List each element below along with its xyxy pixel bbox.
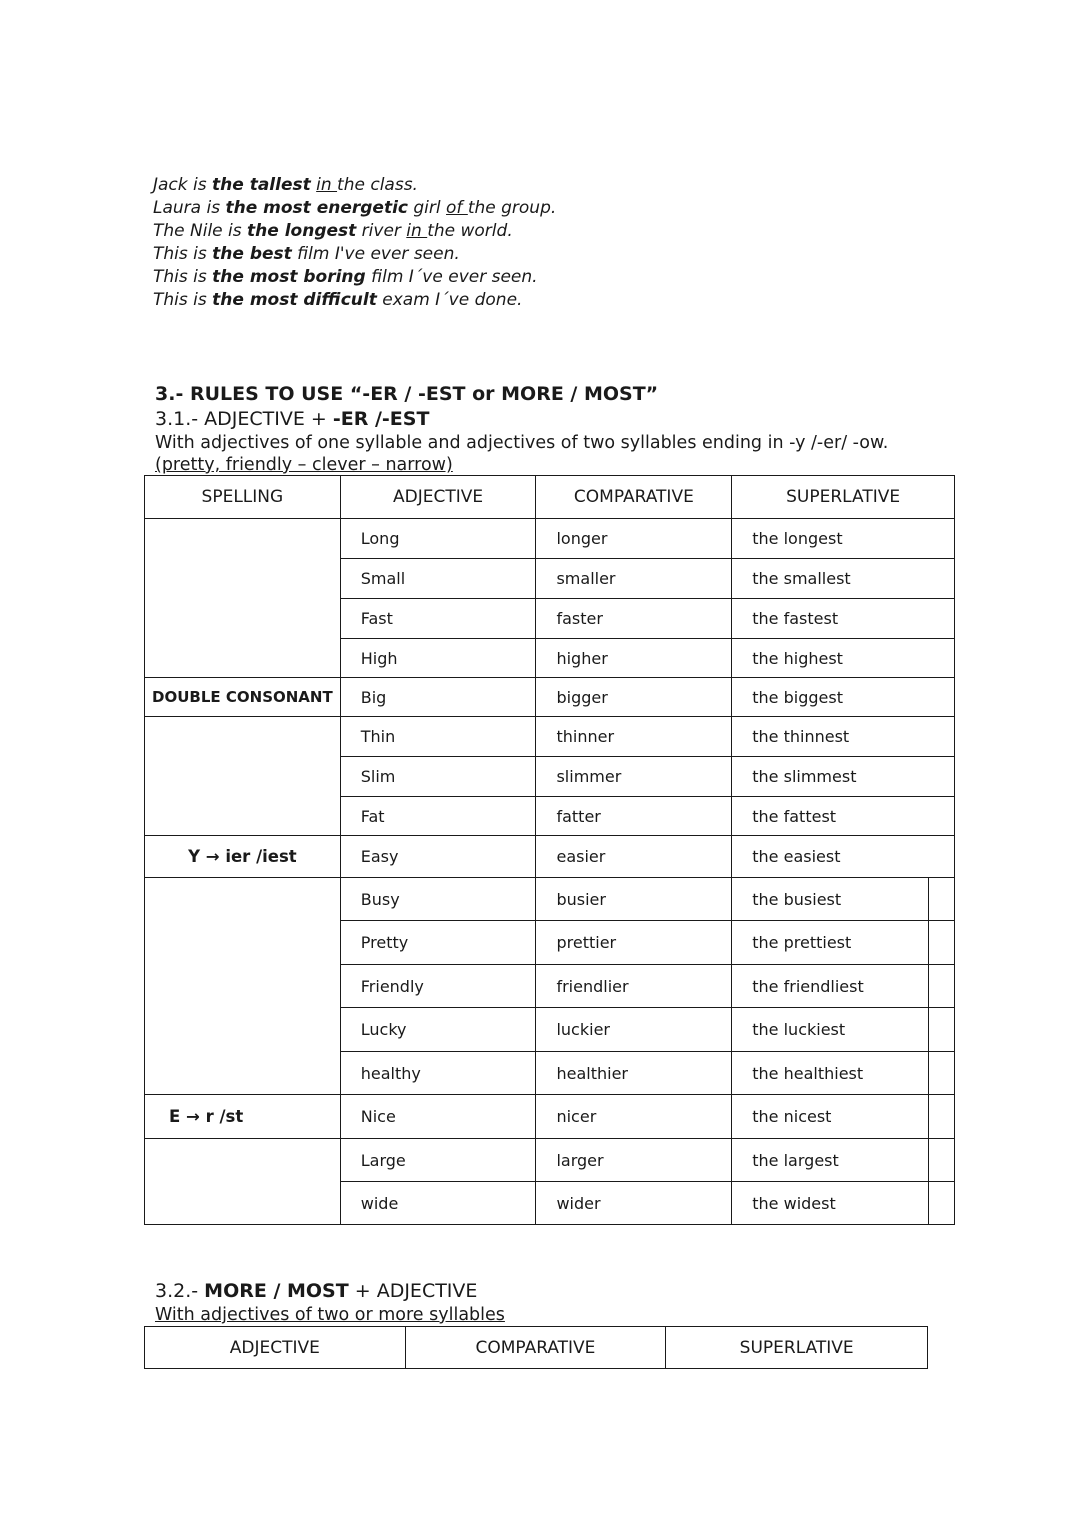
adjective-cell: Long — [340, 519, 536, 559]
header-superlative: SUPERLATIVE — [732, 476, 955, 519]
extra-cell — [929, 1139, 955, 1182]
adjective-cell: Busy — [340, 878, 536, 921]
extra-cell — [929, 965, 955, 1008]
superlative-cell: the largest — [732, 1139, 929, 1182]
superlative-cell: the smallest — [732, 559, 955, 599]
section-title: 3.- RULES TO USE “-ER / -EST or MORE / MOST” — [155, 383, 659, 405]
superlative-cell: the widest — [732, 1182, 929, 1225]
comparative-cell: prettier — [536, 921, 732, 965]
table-row — [145, 519, 955, 559]
extra-cell — [929, 1052, 955, 1095]
extra-cell — [929, 1008, 955, 1052]
adjective-cell: Slim — [340, 757, 536, 797]
superlative-cell: the busiest — [732, 878, 929, 921]
comparative-cell: higher — [536, 639, 732, 678]
table-row — [145, 836, 955, 878]
adjective-cell: healthy — [340, 1052, 536, 1095]
comparative-cell: fatter — [536, 797, 732, 836]
comparative-cell: bigger — [536, 678, 732, 717]
example-line: This is the best film I've ever seen. — [153, 244, 460, 264]
extra-cell — [929, 878, 955, 921]
comparative-cell: busier — [536, 878, 732, 921]
comparative-cell: faster — [536, 599, 732, 639]
adjective-cell: Pretty — [340, 921, 536, 965]
spelling-cell — [145, 878, 341, 1095]
adjective-cell: Small — [340, 559, 536, 599]
header-comparative: COMPARATIVE — [405, 1327, 666, 1369]
adjective-cell: Nice — [340, 1095, 536, 1139]
comparative-cell: thinner — [536, 717, 732, 757]
spelling-cell: Y → ier /iest — [145, 836, 341, 878]
table-row — [145, 717, 955, 757]
example-line: This is the most boring film I´ve ever seen. — [153, 267, 538, 287]
header-adjective: ADJECTIVE — [145, 1327, 406, 1369]
superlative-cell: the prettiest — [732, 921, 929, 965]
comparative-cell: wider — [536, 1182, 732, 1225]
superlative-cell: the highest — [732, 639, 955, 678]
extra-cell — [929, 921, 955, 965]
comparative-cell: easier — [536, 836, 732, 878]
spelling-cell — [145, 1139, 341, 1225]
table-row — [145, 878, 955, 921]
comparative-cell: longer — [536, 519, 732, 559]
spelling-cell: E → r /st — [145, 1095, 341, 1139]
subsection-examples: (pretty, friendly – clever – narrow) — [155, 455, 453, 475]
adjective-cell: wide — [340, 1182, 536, 1225]
table-header-row — [145, 1327, 928, 1369]
table-row — [145, 1095, 955, 1139]
superlative-cell: the luckiest — [732, 1008, 929, 1052]
superlative-cell: the fattest — [732, 797, 955, 836]
header-adjective: ADJECTIVE — [340, 476, 536, 519]
adjective-cell: Lucky — [340, 1008, 536, 1052]
subsection-title: 3.1.- ADJECTIVE + -ER /-EST — [155, 408, 430, 430]
comparative-cell: friendlier — [536, 965, 732, 1008]
extra-cell — [929, 1182, 955, 1225]
adjective-cell: High — [340, 639, 536, 678]
superlative-cell: the healthiest — [732, 1052, 929, 1095]
example-line: Laura is the most energetic girl of the group. — [153, 198, 557, 218]
comparative-cell: slimmer — [536, 757, 732, 797]
header-spelling: SPELLING — [145, 476, 341, 519]
subsection-description: With adjectives of two or more syllables — [155, 1305, 505, 1325]
adjective-cell: Fast — [340, 599, 536, 639]
more-most-table — [144, 1326, 928, 1369]
comparative-cell: smaller — [536, 559, 732, 599]
superlative-cell: the longest — [732, 519, 955, 559]
superlative-cell: the easiest — [732, 836, 955, 878]
table-header-row — [145, 476, 955, 519]
adjective-cell: Thin — [340, 717, 536, 757]
superlative-cell: the thinnest — [732, 717, 955, 757]
subsection-description: With adjectives of one syllable and adjectives of two syllables ending in -y /-er/ -ow. — [155, 433, 889, 453]
subsection-title: 3.2.- MORE / MOST + ADJECTIVE — [155, 1280, 478, 1302]
table-row — [145, 1139, 955, 1182]
table-row — [145, 678, 955, 717]
superlative-cell: the biggest — [732, 678, 955, 717]
superlative-cell: the friendliest — [732, 965, 929, 1008]
adjective-cell: Fat — [340, 797, 536, 836]
comparative-table — [144, 475, 955, 1225]
superlative-cell: the fastest — [732, 599, 955, 639]
comparative-cell: larger — [536, 1139, 732, 1182]
example-line: The Nile is the longest river in the world. — [153, 221, 513, 241]
header-superlative: SUPERLATIVE — [666, 1327, 928, 1369]
spelling-cell: DOUBLE CONSONANT — [145, 678, 341, 717]
superlative-cell: the slimmest — [732, 757, 955, 797]
extra-cell — [929, 1095, 955, 1139]
adjective-cell: Friendly — [340, 965, 536, 1008]
header-comparative: COMPARATIVE — [536, 476, 732, 519]
adjective-cell: Big — [340, 678, 536, 717]
example-line: Jack is the tallest in the class. — [153, 175, 418, 195]
adjective-cell: Large — [340, 1139, 536, 1182]
adjective-cell: Easy — [340, 836, 536, 878]
example-line: This is the most difficult exam I´ve done. — [153, 290, 523, 310]
comparative-cell: healthier — [536, 1052, 732, 1095]
superlative-cell: the nicest — [732, 1095, 929, 1139]
comparative-cell: luckier — [536, 1008, 732, 1052]
spelling-cell — [145, 717, 341, 836]
spelling-cell — [145, 519, 341, 678]
comparative-cell: nicer — [536, 1095, 732, 1139]
